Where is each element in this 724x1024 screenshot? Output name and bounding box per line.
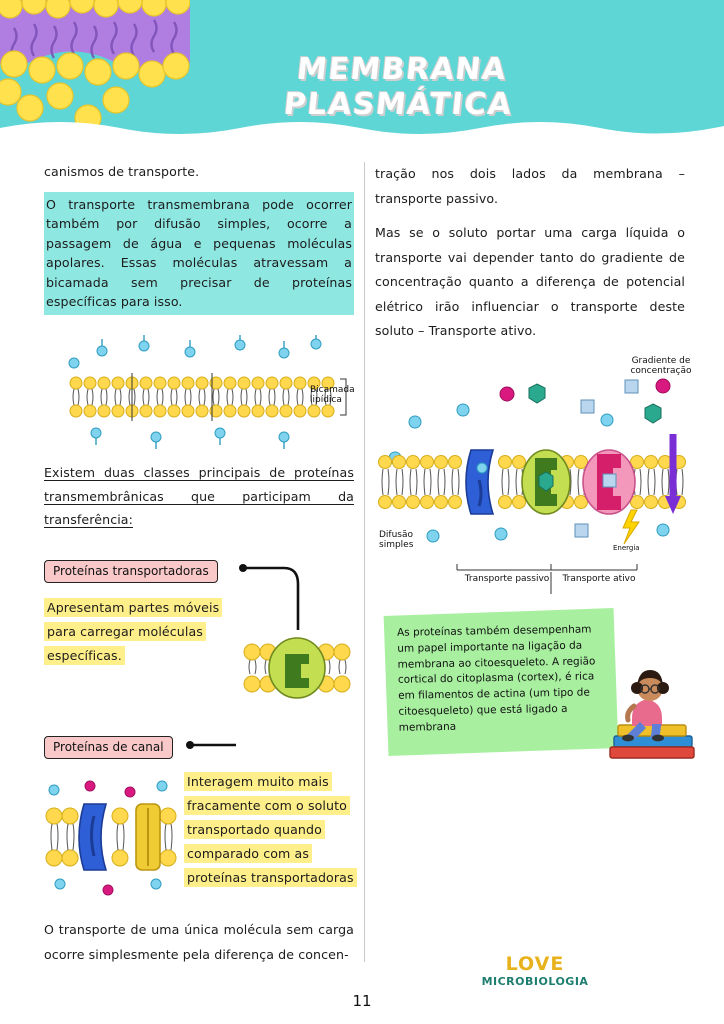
page-body	[0, 140, 724, 1024]
figure-label-bilayer: Bicamada lipídica	[310, 384, 355, 405]
left-highlighted-paragraph: O transporte transmembrana pode ocorrer também por difusão simples, ocorre a passagem de água e pequenas moléculas apolares. Essas moléculas atravessam a bicamada sem precisar de proteínas específicas para isso.	[44, 192, 354, 315]
brand-microbiologia-text: MICROBIOLOGIA	[481, 975, 589, 988]
girl-reading-illustration	[600, 660, 710, 770]
tag-channel-proteins: Proteínas de canal	[44, 736, 173, 759]
page-header	[0, 0, 724, 140]
page-title: MEMBRANA PLASMÁTICA	[282, 52, 515, 122]
note-cytoskeleton	[384, 608, 619, 756]
channel-protein-block	[44, 770, 354, 896]
figure-simple-diffusion	[44, 335, 354, 453]
figure-channel-protein	[44, 780, 184, 898]
left-paragraph-1: canismos de transporte.	[44, 164, 200, 179]
figure-transport	[375, 355, 692, 608]
figure-simple-diffusion-svg	[44, 335, 354, 453]
carrier-protein-block	[44, 596, 354, 726]
left-column	[44, 162, 354, 967]
figure-label-energy: Energia	[613, 543, 640, 552]
left-paragraph-3: O transporte de uma única molécula sem carga ocorre simplesmente pela diferença de concen-	[44, 922, 354, 962]
tag-transport-proteins: Proteínas transportadoras	[44, 560, 218, 583]
figure-transport-svg	[375, 358, 687, 608]
header-wave	[0, 116, 724, 140]
figure-label-gradient: Gradiente de concentração	[630, 355, 692, 377]
figure-carrier-protein	[240, 614, 358, 722]
brand-logo	[470, 953, 600, 988]
column-divider	[364, 162, 365, 962]
figure-label-passive-transport: Transporte passivo	[464, 573, 550, 584]
left-paragraph-2: Existem duas classes principais de proteínas transmembrânicas que participam da transferência:	[44, 464, 354, 528]
page-number: 11	[352, 992, 372, 1010]
left-yellow-text-1: Apresentam partes móveis para carregar moléculas específicas.	[44, 596, 234, 668]
note-cytoskeleton-text: As proteínas também desempenham um papel importante na ligação da membrana ao citoesqueleto. A região cortical do citoplasma (cortex), é rica em filamentos de actina (um tipo de citoesqueleto) que está ligado a membrana	[396, 623, 596, 734]
left-yellow-text-2: Interagem muito mais fracamente com o soluto transportado quando comparado com as proteínas transportadoras	[184, 770, 360, 890]
figure-label-simple-diffusion: Difusão simples	[379, 529, 414, 551]
tag-channel-proteins-row	[44, 736, 354, 758]
right-paragraph-1: tração nos dois lados da membrana – transporte passivo.	[375, 166, 685, 206]
figure-label-active-transport: Transporte ativo	[562, 573, 636, 584]
right-paragraph-2: Mas se o soluto portar uma carga líquida o transporte vai depender tanto do gradiente de concentração quanto a diferença de potencial elétrico irão influenciar o transporte deste soluto – Transporte ativo.	[375, 225, 685, 339]
right-column	[375, 162, 692, 608]
connector-line-2	[184, 734, 244, 756]
tag-transport-proteins-row	[44, 560, 354, 582]
brand-love-text: LOVE	[505, 953, 565, 975]
